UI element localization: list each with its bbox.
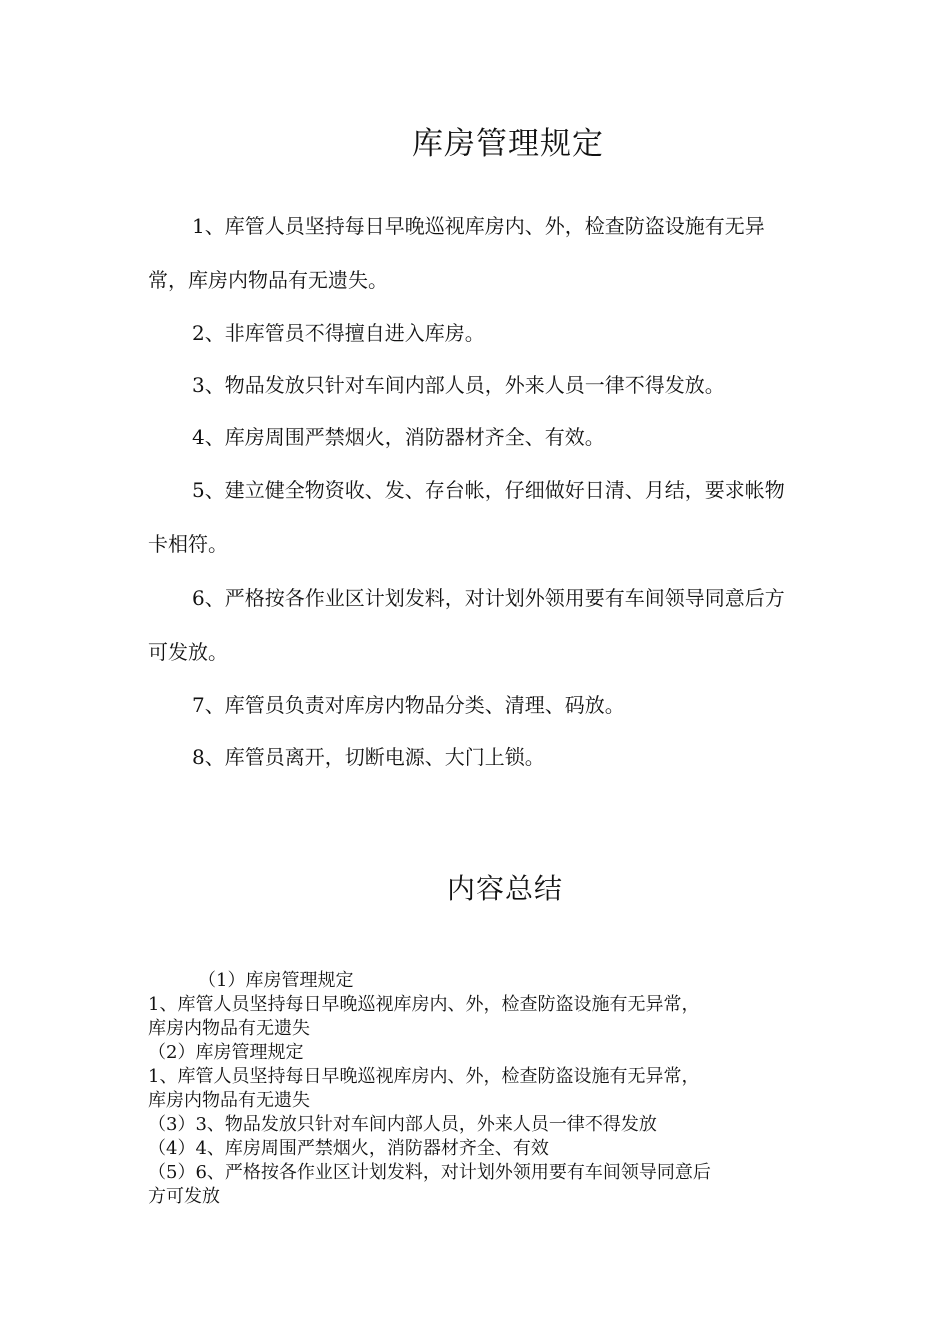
- summary-line: 1、库管人员坚持每日早晚巡视库房内、外，检查防盗设施有无异常，: [148, 994, 700, 1015]
- summary-line: 库房内物品有无遗失: [148, 1090, 310, 1111]
- summary-body: [148, 969, 808, 1209]
- rules-list: [148, 199, 798, 783]
- summary-line: （5）6、严格按各作业区计划发料，对计划外领用要有车间领导同意后: [148, 1162, 711, 1183]
- summary-line: （1）库房管理规定: [198, 970, 354, 991]
- summary-line: 库房内物品有无遗失: [148, 1018, 310, 1039]
- summary-line: （2）库房管理规定: [148, 1042, 304, 1063]
- summary-line: 方可发放: [148, 1186, 220, 1207]
- rule-item: 8、库管员离开，切断电源、大门上锁。: [192, 745, 545, 769]
- rule-item: 7、库管员负责对库房内物品分类、清理、码放。: [192, 693, 625, 717]
- summary-line: 1、库管人员坚持每日早晚巡视库房内、外，检查防盗设施有无异常，: [148, 1066, 700, 1087]
- summary-title: 内容总结: [446, 872, 563, 905]
- summary-line: （3）3、物品发放只针对车间内部人员，外来人员一律不得发放: [148, 1114, 657, 1135]
- rule-item: 5、建立健全物资收、发、存台帐，仔细做好日清、月结，要求帐物卡相符。: [148, 478, 785, 556]
- document-title: 库房管理规定: [412, 126, 604, 162]
- summary-line: （4）4、库房周围严禁烟火，消防器材齐全、有效: [148, 1138, 549, 1159]
- rule-item: 1、库管人员坚持每日早晚巡视库房内、外，检查防盗设施有无异常，库房内物品有无遗失。: [148, 214, 765, 292]
- rule-item: 3、物品发放只针对车间内部人员，外来人员一律不得发放。: [192, 373, 725, 397]
- rule-item: 6、严格按各作业区计划发料，对计划外领用要有车间领导同意后方可发放。: [148, 586, 785, 664]
- rule-item: 4、库房周围严禁烟火，消防器材齐全、有效。: [192, 425, 605, 449]
- rule-item: 2、非库管员不得擅自进入库房。: [192, 321, 485, 345]
